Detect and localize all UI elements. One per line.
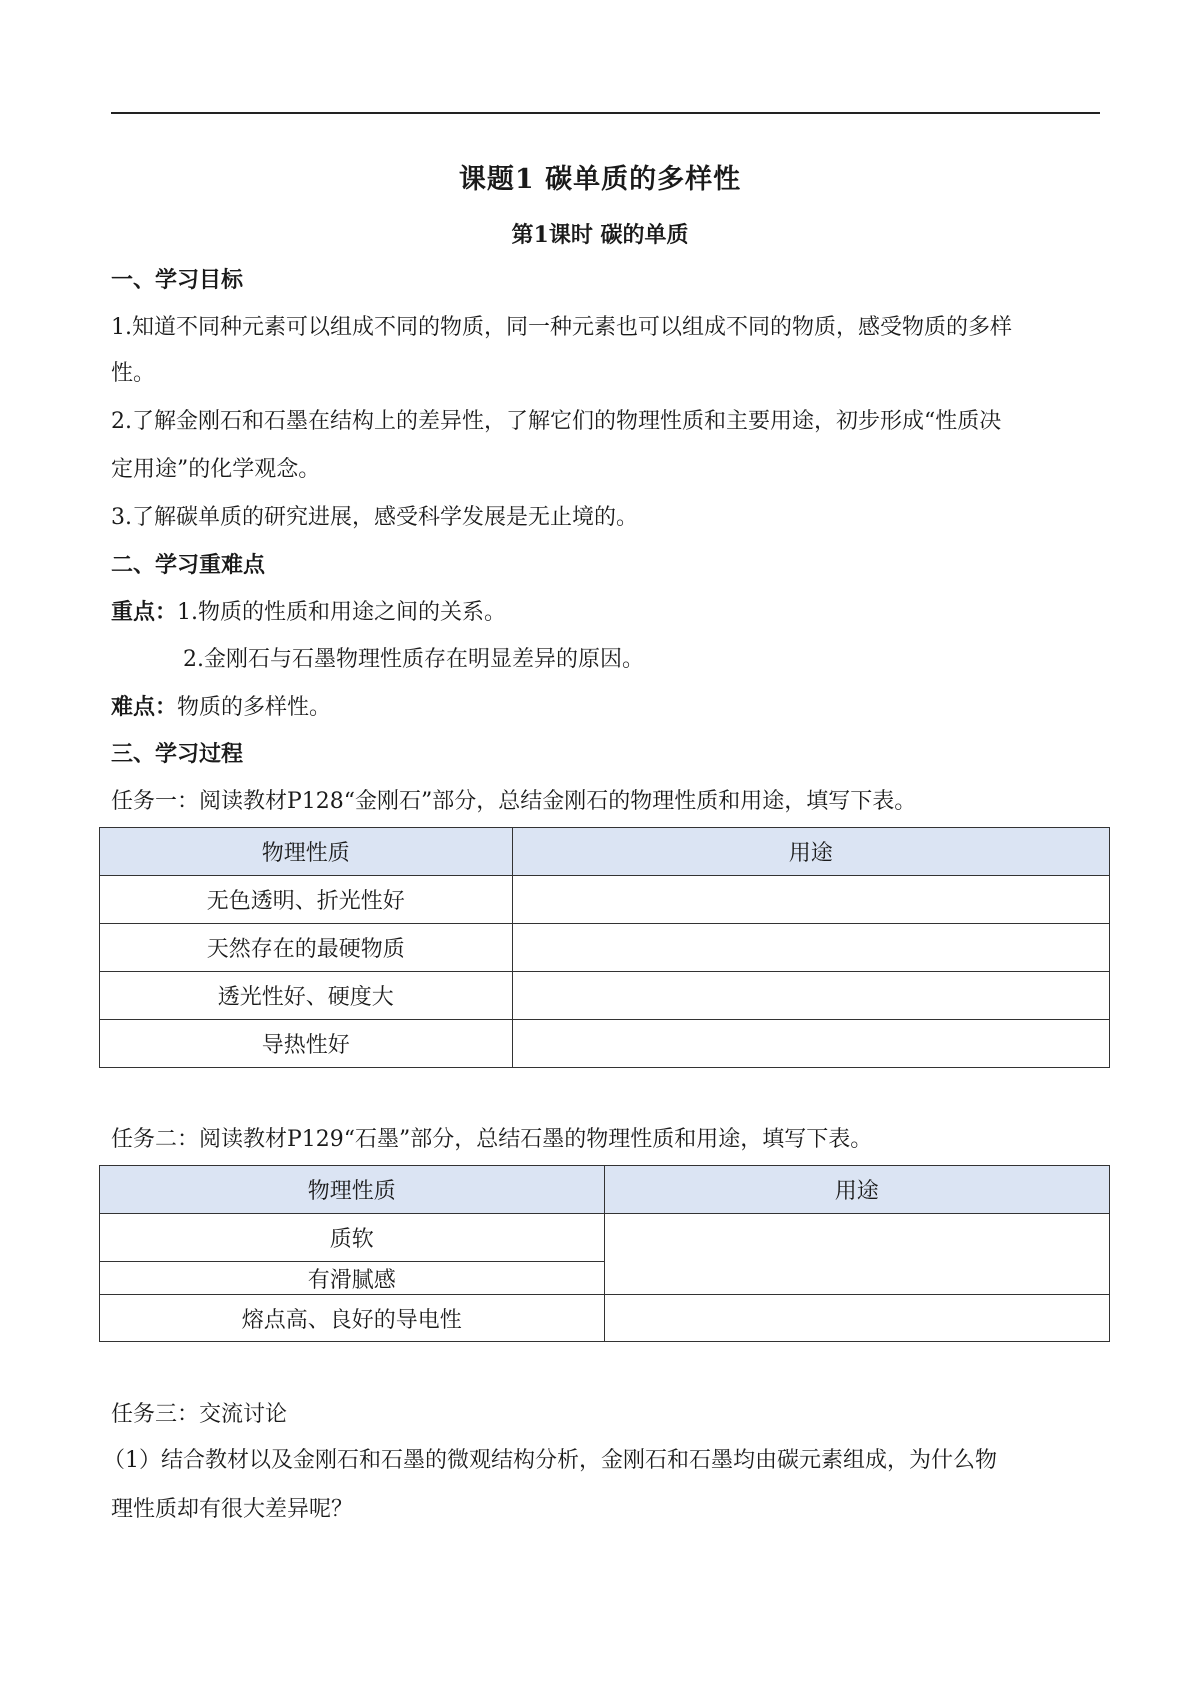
task-3-question-1-line-2: 理性质却有很大差异呢？ [111, 1497, 354, 1522]
property-cell: 质软 [100, 1214, 605, 1262]
property-cell: 天然存在的最硬物质 [100, 924, 513, 972]
task-3-question-1-line-1: （1）结合教材以及金刚石和石墨的微观结构分析，金刚石和石墨均由碳元素组成，为什么物 [103, 1448, 998, 1473]
header-physical-property: 物理性质 [100, 828, 513, 876]
section-heading-key-points: 二、学习重难点 [111, 552, 266, 578]
goal-2-line-1: 2.了解金刚石和石墨在结构上的差异性，了解它们的物理性质和主要用途，初步形成“性质决 [111, 409, 1002, 434]
task-3-prompt: 任务三：交流讨论 [111, 1402, 288, 1427]
key-point-2: 2.金刚石与石墨物理性质存在明显差异的原因。 [183, 647, 644, 672]
key-label: 重点： [111, 599, 178, 625]
property-cell: 熔点高、良好的导电性 [100, 1295, 605, 1342]
header-physical-property: 物理性质 [100, 1166, 605, 1214]
table-row [100, 1214, 1110, 1262]
table-row [100, 1295, 1110, 1342]
table-row [100, 1020, 1110, 1068]
graphite-properties-table [99, 1165, 1110, 1342]
difficult-label: 难点： [111, 694, 178, 720]
use-cell[interactable] [604, 1295, 1110, 1342]
table-header-row [100, 828, 1110, 876]
property-cell: 透光性好、硬度大 [100, 972, 513, 1020]
use-cell[interactable] [512, 924, 1109, 972]
goal-1-line-2: 性。 [111, 361, 156, 386]
table-header-row [100, 1166, 1110, 1214]
goal-2-line-2: 定用途”的化学观念。 [111, 457, 321, 482]
header-use: 用途 [604, 1166, 1110, 1214]
section-heading-goals: 一、学习目标 [111, 267, 244, 293]
diamond-properties-table [99, 827, 1110, 1068]
goal-3: 3.了解碳单质的研究进展，感受科学发展是无止境的。 [111, 505, 638, 530]
task-2-prompt: 任务二：阅读教材P129“石墨”部分，总结石墨的物理性质和用途，填写下表。 [111, 1127, 873, 1152]
table-row [100, 972, 1110, 1020]
use-cell[interactable] [512, 876, 1109, 924]
page-title: 课题1 碳单质的多样性 [458, 164, 742, 195]
property-cell: 导热性好 [100, 1020, 513, 1068]
difficult-point-text: 物质的多样性。 [177, 695, 332, 720]
key-point-1-text: 1.物质的性质和用途之间的关系。 [177, 600, 507, 625]
table-row [100, 876, 1110, 924]
section-heading-process: 三、学习过程 [111, 741, 244, 767]
goal-1-line-1: 1.知道不同种元素可以组成不同的物质，同一种元素也可以组成不同的物质，感受物质的多样 [111, 315, 1012, 340]
table-row [100, 924, 1110, 972]
key-point-1 [111, 597, 506, 628]
header-rule [111, 112, 1100, 114]
property-cell: 有滑腻感 [100, 1262, 605, 1295]
task-1-prompt: 任务一：阅读教材P128“金刚石”部分，总结金刚石的物理性质和用途，填写下表。 [111, 789, 917, 814]
use-cell[interactable] [512, 972, 1109, 1020]
property-cell: 无色透明、折光性好 [100, 876, 513, 924]
difficult-point [111, 692, 331, 723]
use-cell[interactable] [512, 1020, 1109, 1068]
use-cell[interactable] [604, 1214, 1110, 1295]
header-use: 用途 [512, 828, 1109, 876]
page-subtitle: 第1课时 碳的单质 [511, 222, 689, 248]
